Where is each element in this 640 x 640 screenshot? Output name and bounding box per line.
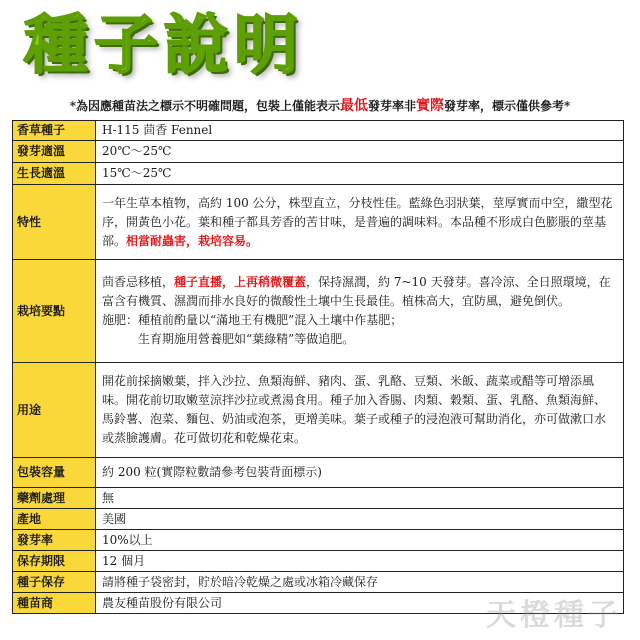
traits-text: 一年生草本植物，高約 100 公分，株型直立，分枝性佳。藍綠色羽狀葉，莖厚實而中空，繖型花序，開黃色小花。葉和種子都具芳香的苦甘味，是普遍的調味料。本品種不形成白色膨脹的莖基部。 — [102, 195, 613, 248]
label-chemical: 藥劑處理 — [13, 488, 96, 509]
label-germ-temp: 發芽適溫 — [13, 141, 96, 163]
spec-table — [12, 120, 624, 614]
value-shelf-life: 12 個月 — [96, 551, 624, 572]
watermark-logo: 天橙種子 — [486, 598, 622, 633]
page-title: 種子說明 — [24, 9, 304, 83]
row-cultivation — [13, 260, 624, 363]
label-cultivation: 栽培要點 — [13, 260, 96, 363]
label-storage: 種子保存 — [13, 572, 96, 593]
label-supplier: 種苗商 — [13, 593, 96, 614]
traits-highlight: 相當耐蟲害，栽培容易。 — [126, 233, 259, 248]
value-cultivation — [96, 260, 624, 363]
value-storage: 請將種子袋密封，貯於暗冷乾燥之處或冰箱冷藏保存 — [96, 572, 624, 593]
label-grow-temp: 生長適溫 — [13, 163, 96, 185]
value-chemical: 無 — [96, 488, 624, 509]
cultivation-p1-highlight: 種子直播，上再稍微覆蓋 — [174, 275, 307, 289]
row-chemical — [13, 488, 624, 509]
row-shelf-life — [13, 551, 624, 572]
row-traits — [13, 185, 624, 260]
cultivation-fertilizer: 施肥：種植前酌量以“滿地王有機肥”混入土壤中作基肥； — [102, 313, 403, 327]
cultivation-p1 — [102, 275, 611, 308]
value-origin: 美國 — [96, 509, 624, 530]
label-uses: 用途 — [13, 363, 96, 458]
disclaimer-note — [10, 96, 630, 116]
row-origin — [13, 509, 624, 530]
value-germ-rate: 10%以上 — [96, 530, 624, 551]
note-red-lowest: 最低 — [339, 98, 368, 114]
value-grow-temp: 15℃～25℃ — [96, 163, 624, 185]
cultivation-p1-rest: ，保持濕潤，約 7~10 天發芽。喜冷涼、全日照環境，在富含有機質、濕潤而排水良好的微酸性土壤中生長最佳。植株高大，宜防風，避免倒伏。 — [102, 275, 611, 308]
note-after: 發芽率，標示僅供參考* — [444, 99, 571, 113]
row-germ-rate — [13, 530, 624, 551]
note-middle: 發芽率非 — [367, 99, 416, 113]
label-herb: 香草種子 — [13, 121, 96, 141]
cultivation-p1-start: 茴香忌移植， — [102, 275, 175, 289]
value-germ-temp: 20℃～25℃ — [96, 141, 624, 163]
row-uses — [13, 363, 624, 458]
value-uses: 開花前採摘嫩葉，拌入沙拉、魚類海鮮、豬肉、蛋、乳酪、豆類、米飯、蔬菜或醋等可增添風味。開花前切取嫩莖涼拌沙拉或煮湯食用。種子加入香腸、肉類、穀類、蛋、乳酪、魚類海鮮、馬鈴薯、泡菜、麵包、奶油或泡茶，更增美味。葉子或種子的浸泡液可幫助消化，亦可做漱口水或蒸臉護膚。花可做切花和乾燥花束。 — [96, 363, 624, 458]
value-supplier: 農友種苗股份有限公司 — [96, 593, 624, 614]
value-traits — [96, 185, 624, 260]
label-shelf-life: 保存期限 — [13, 551, 96, 572]
row-capacity — [13, 458, 624, 488]
label-origin: 產地 — [13, 509, 96, 530]
value-herb: H-115 茴香 Fennel — [96, 121, 624, 141]
label-capacity: 包裝容量 — [13, 458, 96, 488]
cultivation-topdress: 生育期施用營養肥如“葉綠精”等做追肥。 — [138, 332, 355, 346]
row-herb — [13, 121, 624, 141]
value-capacity: 約 200 粒(實際粒數請參考包裝背面標示) — [96, 458, 624, 488]
row-germ-temp — [13, 141, 624, 163]
note-red-actual: 實際 — [416, 98, 444, 114]
label-germ-rate: 發芽率 — [13, 530, 96, 551]
label-traits: 特性 — [13, 185, 96, 260]
row-grow-temp — [13, 163, 624, 185]
note-before: *為因應種苗法之標示不明確問題，包裝上僅能表示 — [69, 99, 340, 113]
